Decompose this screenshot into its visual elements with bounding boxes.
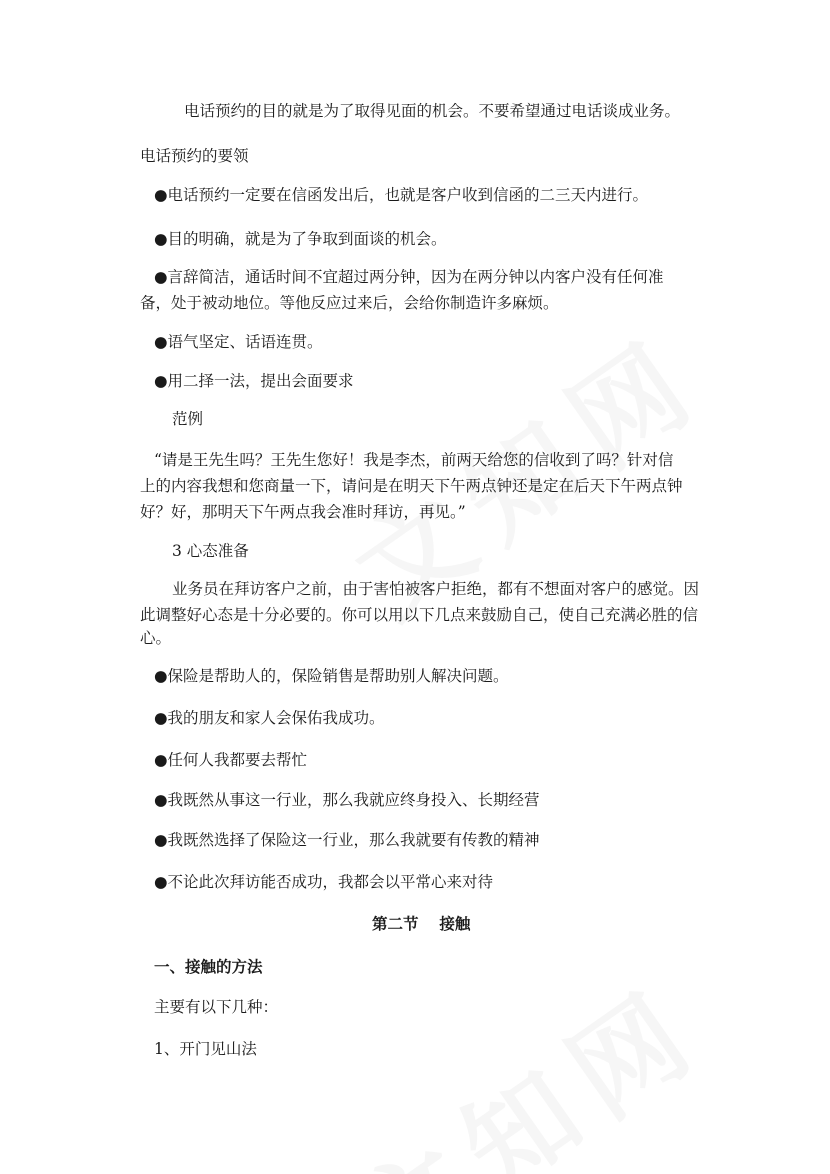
example-quote-line3: 好？好，那明天下午两点我会准时拜访，再见。” [140,503,466,521]
subheading-mindset: 3 心态准备 [172,542,249,560]
bullet-missionary-spirit: ●我既然选择了保险这一行业，那么我就要有传教的精神 [154,831,540,849]
bullet-purpose: ●目的明确，就是为了争取到面谈的机会。 [154,230,447,248]
bullet-family-support: ●我的朋友和家人会保佑我成功。 [154,709,385,727]
paragraph-methods-intro: 主要有以下几种： [154,998,279,1016]
bullet-calm-mind: ●不论此次拜访能否成功，我都会以平常心来对待 [154,873,494,891]
section-title: 第二节 接触 [372,914,471,933]
paragraph-mindset-line2: 此调整好心态是十分必要的。你可以用以下几点来鼓励自己，使自己充满必胜的信 [140,606,699,624]
heading-phone-essentials: 电话预约的要领 [140,147,249,165]
paragraph-mindset-line3: 心。 [140,629,172,647]
bullet-timing: ●电话预约一定要在信函发出后，也就是客户收到信函的二三天内进行。 [154,186,649,204]
example-label: 范例 [172,410,204,428]
paragraph-phone-purpose: 电话预约的目的就是为了取得见面的机会。不要希望通过电话谈成业务。 [184,102,681,120]
bullet-help-anyone: ●任何人我都要去帮忙 [154,751,308,769]
bullet-concise-line1: ●言辞简洁，通话时间不宜超过两分钟，因为在两分钟以内客户没有任何准 [154,268,664,286]
watermark-lower [320,942,730,1174]
bullet-insurance-helps: ●保险是帮助人的，保险销售是帮助别人解决问题。 [154,667,509,685]
bullet-lifetime-commitment: ●我既然从事这一行业，那么我就应终身投入、长期经营 [154,791,540,809]
list-item-direct-method: 1、开门见山法 [154,1040,257,1058]
example-quote-line1: “请是王先生吗？王先生您好！我是李杰，前两天给您的信收到了吗？针对信 [154,451,674,469]
bullet-concise-line2: 备，处于被动地位。等他反应过来后，会给你制造许多麻烦。 [140,294,559,312]
bullet-tone: ●语气坚定、话语连贯。 [154,333,323,351]
heading-contact-methods: 一、接触的方法 [154,957,263,976]
example-quote-line2: 上的内容我想和您商量一下，请问是在明天下午两点钟还是定在后天下午两点钟 [140,477,683,495]
paragraph-mindset-line1: 业务员在拜访客户之前，由于害怕被客户拒绝，都有不想面对客户的感觉。因 [172,580,700,598]
bullet-choice-method: ●用二择一法，提出会面要求 [154,372,354,390]
